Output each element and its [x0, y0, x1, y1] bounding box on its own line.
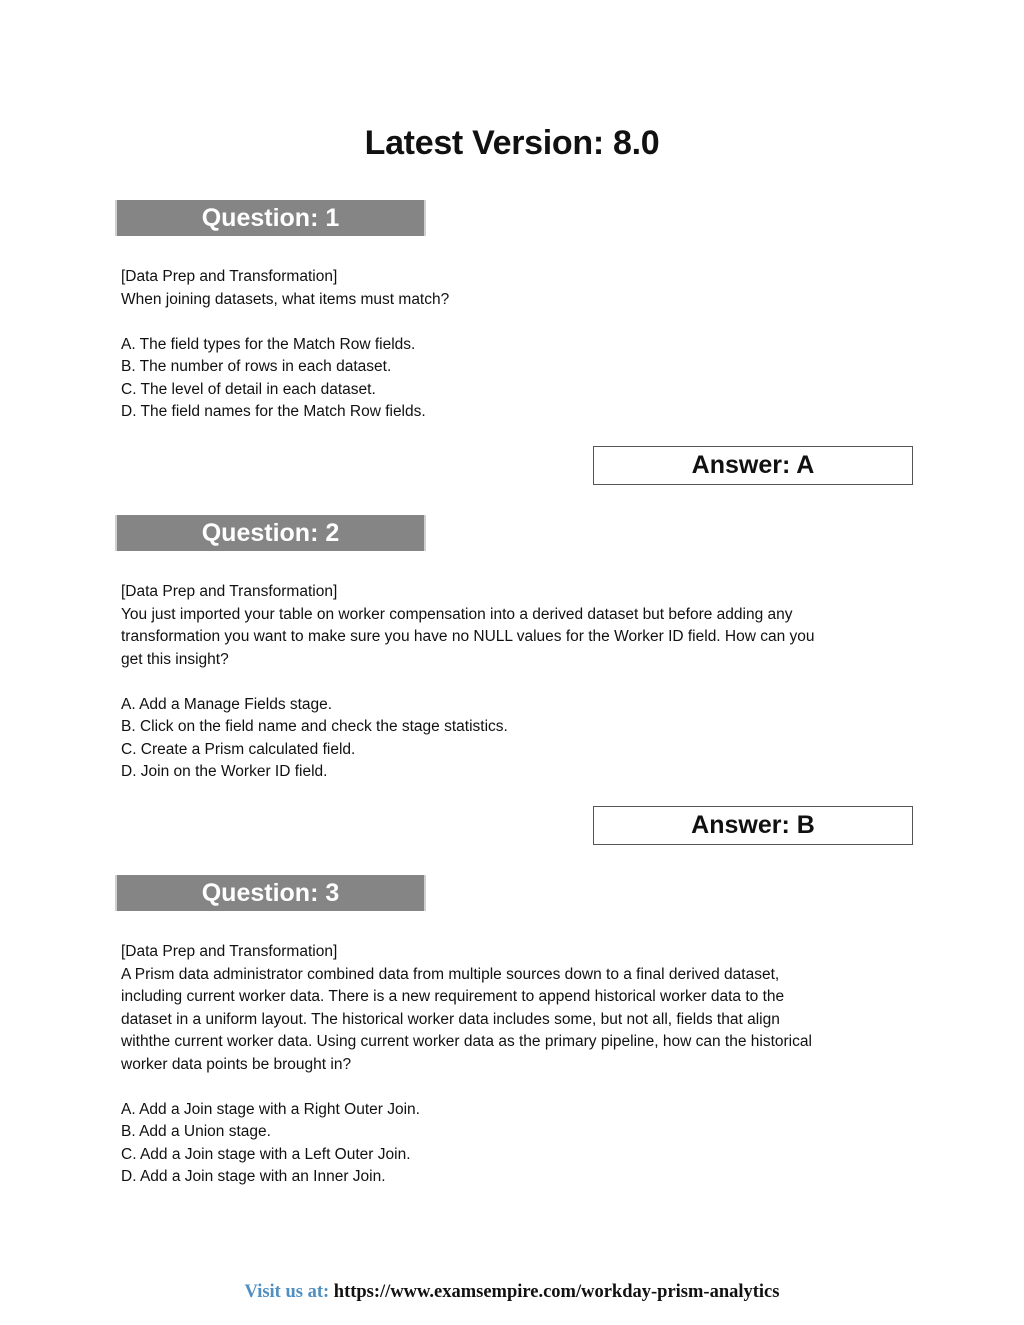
question-2-header: Question: 2 [115, 515, 426, 551]
question-3-option-a: A. Add a Join stage with a Right Outer Join. [121, 1100, 420, 1118]
question-1-option-a: A. The field types for the Match Row fields. [121, 335, 416, 353]
page-title: Latest Version: 8.0 [364, 124, 660, 162]
footer-visit-label: Visit us at: [244, 1282, 330, 1302]
question-1-option-b: B. The number of rows in each dataset. [121, 358, 392, 375]
question-2-body [121, 581, 901, 784]
question-2-stem-line: transformation you want to make sure you have no NULL values for the Worker ID field. How can you [121, 628, 815, 645]
question-2-option-a: A. Add a Manage Fields stage. [121, 695, 333, 713]
question-3-option-b: B. Add a Union stage. [121, 1123, 271, 1140]
question-2-option-b: B. Click on the field name and check the stage statistics. [121, 718, 508, 735]
question-3-body [121, 941, 901, 1189]
question-3-stem-line: withthe current worker data. Using current worker data as the primary pipeline, how can the historical [121, 1033, 812, 1050]
footer [0, 1282, 1024, 1303]
question-2-answer: Answer: B [593, 806, 913, 845]
question-3-option-d: D. Add a Join stage with an Inner Join. [121, 1168, 386, 1185]
question-1-option-c: C. The level of detail in each dataset. [121, 380, 376, 398]
question-3-header: Question: 3 [115, 875, 426, 911]
question-2-stem-line: get this insight? [121, 650, 229, 668]
footer-url-link[interactable]: https://www.examsempire.com/workday-prism-analytics [333, 1282, 780, 1302]
question-1-body [121, 266, 901, 424]
question-1-header: Question: 1 [115, 200, 426, 236]
question-3-stem-line: A Prism data administrator combined data from multiple sources down to a final derived dataset, [121, 965, 780, 983]
question-2-option-c: C. Create a Prism calculated field. [121, 740, 356, 758]
question-2-topic: [Data Prep and Transformation] [121, 583, 338, 600]
question-3-topic: [Data Prep and Transformation] [121, 943, 338, 960]
question-1-answer: Answer: A [593, 446, 913, 485]
question-2-option-d: D. Join on the Worker ID field. [121, 763, 328, 780]
question-2-stem-line: You just imported your table on worker compensation into a derived dataset but before adding any [121, 605, 793, 623]
question-3-stem-line: dataset in a uniform layout. The historical worker data includes some, but not all, fields that align [121, 1010, 780, 1028]
question-3-stem-line: worker data points be brought in? [121, 1055, 352, 1073]
question-1-option-d: D. The field names for the Match Row fields. [121, 403, 426, 420]
question-3-option-c: C. Add a Join stage with a Left Outer Join. [121, 1145, 411, 1163]
question-3-stem-line: including current worker data. There is a new requirement to append historical worker data to the [121, 988, 785, 1005]
question-1-topic: [Data Prep and Transformation] [121, 268, 338, 285]
question-1-stem-line: When joining datasets, what items must match? [121, 290, 450, 308]
